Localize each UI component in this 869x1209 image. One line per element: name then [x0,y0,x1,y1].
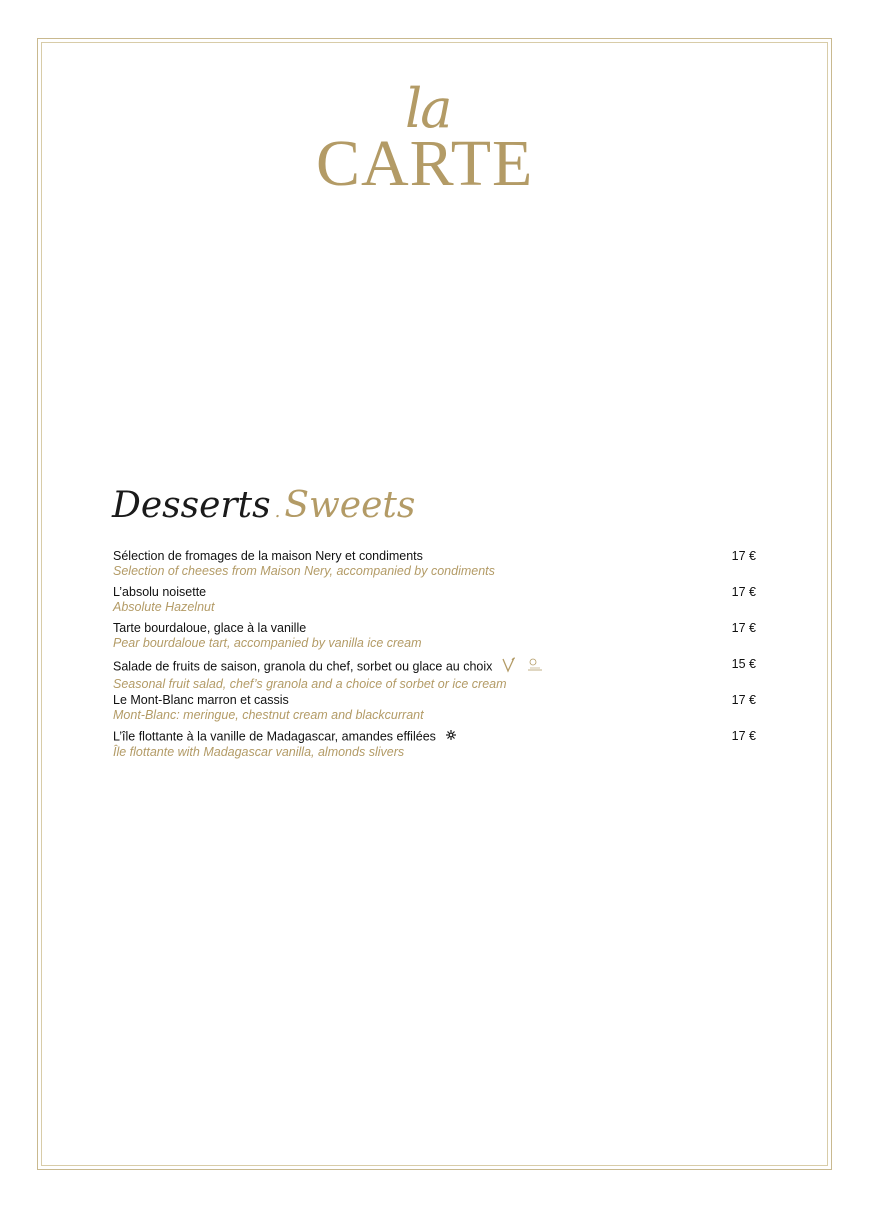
menu-item [113,729,758,765]
item-name: Le Mont-Blanc marron et cassis [113,693,289,707]
section-heading [112,485,416,526]
vegan-v-icon [502,657,516,677]
vegan-leaf-icon [525,657,545,677]
menu-item [113,693,758,729]
section-title-en: Sweets [284,485,416,526]
item-price: 15 € [731,657,756,671]
section-title-fr: Desserts [112,485,271,526]
page-title: CARTE [316,127,534,200]
item-price: 17 € [731,621,756,635]
item-name: L’île flottante à la vanille de Madagascar, amandes effilées [113,729,436,744]
item-name: Salade de fruits de saison, granola du chef, sorbet ou glace au choix [113,659,493,674]
flower-icon [445,729,457,745]
item-price: 17 € [731,693,756,707]
menu-item [113,657,758,693]
menu-list [113,549,758,765]
item-name-row [113,729,758,745]
item-translation: Île flottante with Madagascar vanilla, almonds slivers [113,745,405,759]
item-name: Sélection de fromages de la maison Nery et condiments [113,549,423,563]
item-translation: Absolute Hazelnut [113,600,215,614]
menu-item [113,549,758,585]
item-name: Tarte bourdaloue, glace à la vanille [113,621,307,635]
item-translation: Mont-Blanc: meringue, chestnut cream and blackcurrant [113,708,424,722]
item-translation: Pear bourdaloue tart, accompanied by vanilla ice cream [113,636,422,650]
section-separator: . [274,501,281,522]
item-name: L’absolu noisette [113,585,207,599]
item-price: 17 € [731,729,756,743]
menu-item [113,621,758,657]
item-price: 17 € [731,585,756,599]
item-translation: Seasonal fruit salad, chef’s granola and a choice of sorbet or ice cream [113,677,507,691]
item-translation: Selection of cheeses from Maison Nery, accompanied by condiments [113,564,495,578]
menu-item [113,585,758,621]
item-name-row [113,657,758,677]
title-script: la [405,77,451,140]
item-price: 17 € [731,549,756,563]
